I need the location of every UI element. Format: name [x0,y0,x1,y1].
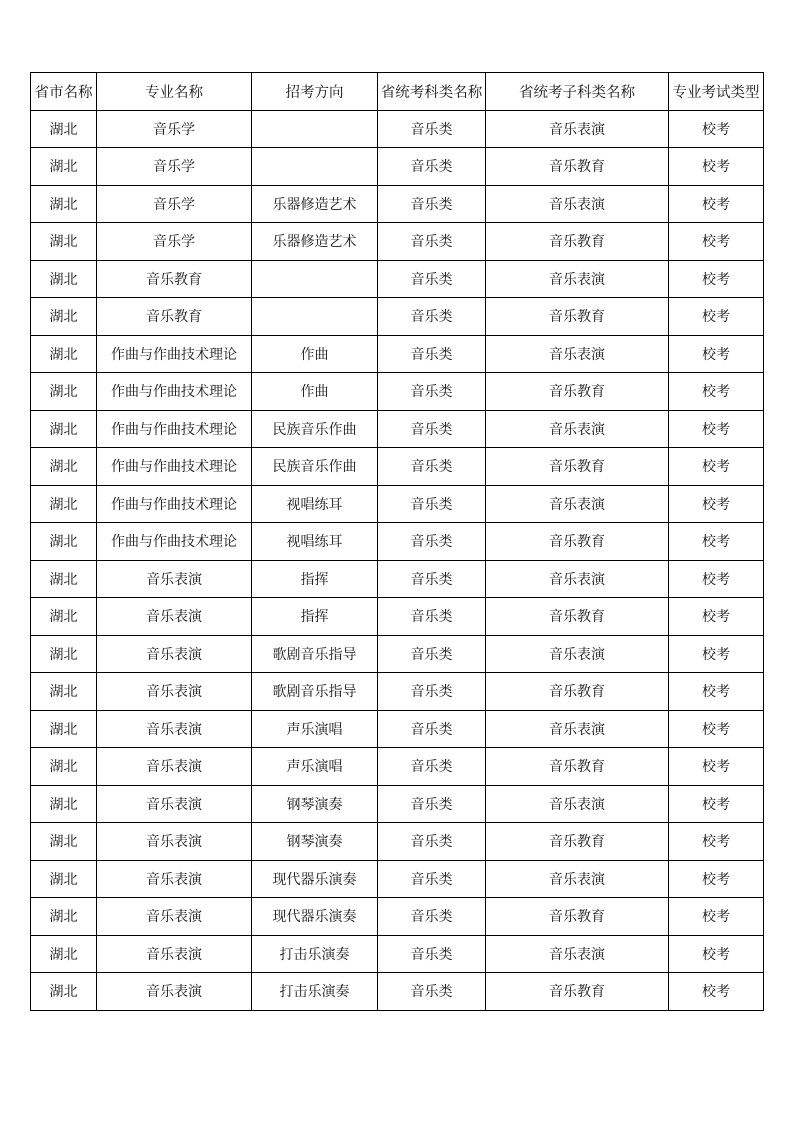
cell-exam-category: 音乐类 [378,785,486,823]
table-row [31,373,764,411]
cell-direction: 现代器乐演奏 [252,860,378,898]
cell-exam-type: 校考 [669,898,764,936]
cell-exam-type: 校考 [669,860,764,898]
cell-direction: 歌剧音乐指导 [252,673,378,711]
table-body [31,110,764,1010]
table-row [31,860,764,898]
cell-major: 音乐表演 [97,860,252,898]
cell-exam-category: 音乐类 [378,710,486,748]
cell-exam-type: 校考 [669,935,764,973]
cell-major: 音乐学 [97,223,252,261]
cell-province: 湖北 [31,185,97,223]
cell-province: 湖北 [31,785,97,823]
cell-direction: 乐器修造艺术 [252,185,378,223]
table-row [31,823,764,861]
cell-exam-subcategory: 音乐教育 [486,823,669,861]
cell-exam-subcategory: 音乐教育 [486,148,669,186]
cell-major: 音乐表演 [97,673,252,711]
table-row [31,448,764,486]
cell-major: 音乐表演 [97,898,252,936]
cell-exam-type: 校考 [669,485,764,523]
cell-major: 音乐学 [97,148,252,186]
cell-exam-category: 音乐类 [378,860,486,898]
table-row [31,598,764,636]
cell-major: 音乐教育 [97,260,252,298]
table-row [31,898,764,936]
cell-direction: 视唱练耳 [252,523,378,561]
cell-province: 湖北 [31,335,97,373]
cell-exam-category: 音乐类 [378,598,486,636]
column-header-exam-category: 省统考科类名称 [378,73,486,111]
table-header-row [31,73,764,111]
cell-exam-type: 校考 [669,973,764,1011]
cell-major: 音乐表演 [97,823,252,861]
cell-exam-subcategory: 音乐教育 [486,448,669,486]
cell-exam-category: 音乐类 [378,110,486,148]
cell-province: 湖北 [31,485,97,523]
cell-direction: 现代器乐演奏 [252,898,378,936]
cell-exam-subcategory: 音乐表演 [486,410,669,448]
cell-province: 湖北 [31,823,97,861]
cell-exam-type: 校考 [669,823,764,861]
cell-province: 湖北 [31,448,97,486]
table-row [31,223,764,261]
cell-exam-subcategory: 音乐表演 [486,185,669,223]
cell-exam-category: 音乐类 [378,973,486,1011]
cell-exam-subcategory: 音乐表演 [486,260,669,298]
cell-exam-category: 音乐类 [378,523,486,561]
cell-major: 作曲与作曲技术理论 [97,523,252,561]
table-row [31,523,764,561]
cell-province: 湖北 [31,898,97,936]
table-row [31,935,764,973]
cell-exam-subcategory: 音乐表演 [486,935,669,973]
cell-exam-subcategory: 音乐教育 [486,973,669,1011]
column-header-direction: 招考方向 [252,73,378,111]
cell-exam-type: 校考 [669,748,764,786]
cell-exam-subcategory: 音乐教育 [486,748,669,786]
cell-province: 湖北 [31,523,97,561]
column-header-major: 专业名称 [97,73,252,111]
cell-exam-category: 音乐类 [378,335,486,373]
cell-exam-type: 校考 [669,185,764,223]
cell-exam-category: 音乐类 [378,410,486,448]
cell-province: 湖北 [31,110,97,148]
table-row [31,785,764,823]
cell-exam-type: 校考 [669,410,764,448]
cell-exam-category: 音乐类 [378,223,486,261]
cell-exam-type: 校考 [669,635,764,673]
cell-exam-subcategory: 音乐表演 [486,860,669,898]
cell-major: 音乐表演 [97,635,252,673]
cell-exam-subcategory: 音乐表演 [486,485,669,523]
table-row [31,335,764,373]
table-row [31,260,764,298]
cell-exam-type: 校考 [669,673,764,711]
cell-direction [252,110,378,148]
cell-exam-subcategory: 音乐教育 [486,598,669,636]
cell-exam-type: 校考 [669,335,764,373]
cell-province: 湖北 [31,560,97,598]
column-header-exam-type: 专业考试类型 [669,73,764,111]
cell-exam-subcategory: 音乐表演 [486,785,669,823]
admissions-table [30,72,764,1011]
cell-major: 作曲与作曲技术理论 [97,448,252,486]
cell-province: 湖北 [31,598,97,636]
cell-major: 音乐教育 [97,298,252,336]
cell-direction: 民族音乐作曲 [252,410,378,448]
cell-major: 作曲与作曲技术理论 [97,410,252,448]
cell-direction [252,260,378,298]
cell-exam-subcategory: 音乐教育 [486,898,669,936]
table-row [31,710,764,748]
cell-direction: 打击乐演奏 [252,973,378,1011]
cell-direction [252,298,378,336]
cell-exam-category: 音乐类 [378,148,486,186]
cell-exam-type: 校考 [669,110,764,148]
cell-exam-subcategory: 音乐表演 [486,710,669,748]
table-row [31,560,764,598]
cell-major: 音乐表演 [97,785,252,823]
cell-exam-category: 音乐类 [378,560,486,598]
cell-direction: 声乐演唱 [252,748,378,786]
cell-major: 作曲与作曲技术理论 [97,335,252,373]
table-row [31,635,764,673]
cell-exam-subcategory: 音乐表演 [486,335,669,373]
table-row [31,185,764,223]
cell-exam-subcategory: 音乐教育 [486,373,669,411]
cell-province: 湖北 [31,935,97,973]
cell-exam-subcategory: 音乐教育 [486,523,669,561]
cell-direction: 作曲 [252,335,378,373]
column-header-exam-subcategory: 省统考子科类名称 [486,73,669,111]
cell-major: 音乐表演 [97,973,252,1011]
table-row [31,410,764,448]
cell-exam-type: 校考 [669,373,764,411]
cell-exam-category: 音乐类 [378,748,486,786]
table-row [31,748,764,786]
table-row [31,485,764,523]
cell-province: 湖北 [31,710,97,748]
cell-direction: 民族音乐作曲 [252,448,378,486]
cell-exam-category: 音乐类 [378,635,486,673]
cell-exam-type: 校考 [669,523,764,561]
cell-exam-type: 校考 [669,448,764,486]
cell-direction: 视唱练耳 [252,485,378,523]
cell-province: 湖北 [31,635,97,673]
cell-major: 音乐学 [97,185,252,223]
cell-major: 音乐表演 [97,748,252,786]
cell-major: 音乐学 [97,110,252,148]
cell-direction: 指挥 [252,598,378,636]
cell-exam-type: 校考 [669,148,764,186]
cell-exam-type: 校考 [669,223,764,261]
cell-major: 作曲与作曲技术理论 [97,485,252,523]
cell-exam-category: 音乐类 [378,935,486,973]
cell-direction: 歌剧音乐指导 [252,635,378,673]
cell-province: 湖北 [31,298,97,336]
cell-province: 湖北 [31,223,97,261]
cell-province: 湖北 [31,410,97,448]
cell-province: 湖北 [31,148,97,186]
table-row [31,148,764,186]
cell-province: 湖北 [31,973,97,1011]
table-row [31,973,764,1011]
cell-major: 音乐表演 [97,935,252,973]
cell-exam-category: 音乐类 [378,185,486,223]
cell-province: 湖北 [31,260,97,298]
cell-exam-subcategory: 音乐表演 [486,635,669,673]
cell-direction: 声乐演唱 [252,710,378,748]
table-row [31,110,764,148]
cell-exam-subcategory: 音乐教育 [486,673,669,711]
cell-province: 湖北 [31,373,97,411]
column-header-province: 省市名称 [31,73,97,111]
cell-exam-type: 校考 [669,298,764,336]
cell-direction: 作曲 [252,373,378,411]
cell-exam-subcategory: 音乐教育 [486,298,669,336]
cell-exam-category: 音乐类 [378,898,486,936]
cell-direction: 钢琴演奏 [252,785,378,823]
cell-direction: 乐器修造艺术 [252,223,378,261]
cell-exam-category: 音乐类 [378,373,486,411]
cell-province: 湖北 [31,748,97,786]
cell-exam-category: 音乐类 [378,673,486,711]
cell-major: 音乐表演 [97,560,252,598]
cell-exam-category: 音乐类 [378,298,486,336]
cell-direction: 钢琴演奏 [252,823,378,861]
cell-exam-type: 校考 [669,260,764,298]
cell-major: 音乐表演 [97,710,252,748]
cell-exam-subcategory: 音乐表演 [486,560,669,598]
cell-exam-type: 校考 [669,785,764,823]
cell-exam-subcategory: 音乐教育 [486,223,669,261]
cell-exam-subcategory: 音乐表演 [486,110,669,148]
cell-direction [252,148,378,186]
table-row [31,673,764,711]
cell-major: 作曲与作曲技术理论 [97,373,252,411]
cell-major: 音乐表演 [97,598,252,636]
cell-direction: 指挥 [252,560,378,598]
cell-exam-type: 校考 [669,598,764,636]
cell-exam-category: 音乐类 [378,448,486,486]
cell-province: 湖北 [31,860,97,898]
cell-exam-category: 音乐类 [378,485,486,523]
cell-exam-category: 音乐类 [378,823,486,861]
cell-province: 湖北 [31,673,97,711]
cell-exam-type: 校考 [669,710,764,748]
table-row [31,298,764,336]
cell-exam-category: 音乐类 [378,260,486,298]
cell-exam-type: 校考 [669,560,764,598]
cell-direction: 打击乐演奏 [252,935,378,973]
